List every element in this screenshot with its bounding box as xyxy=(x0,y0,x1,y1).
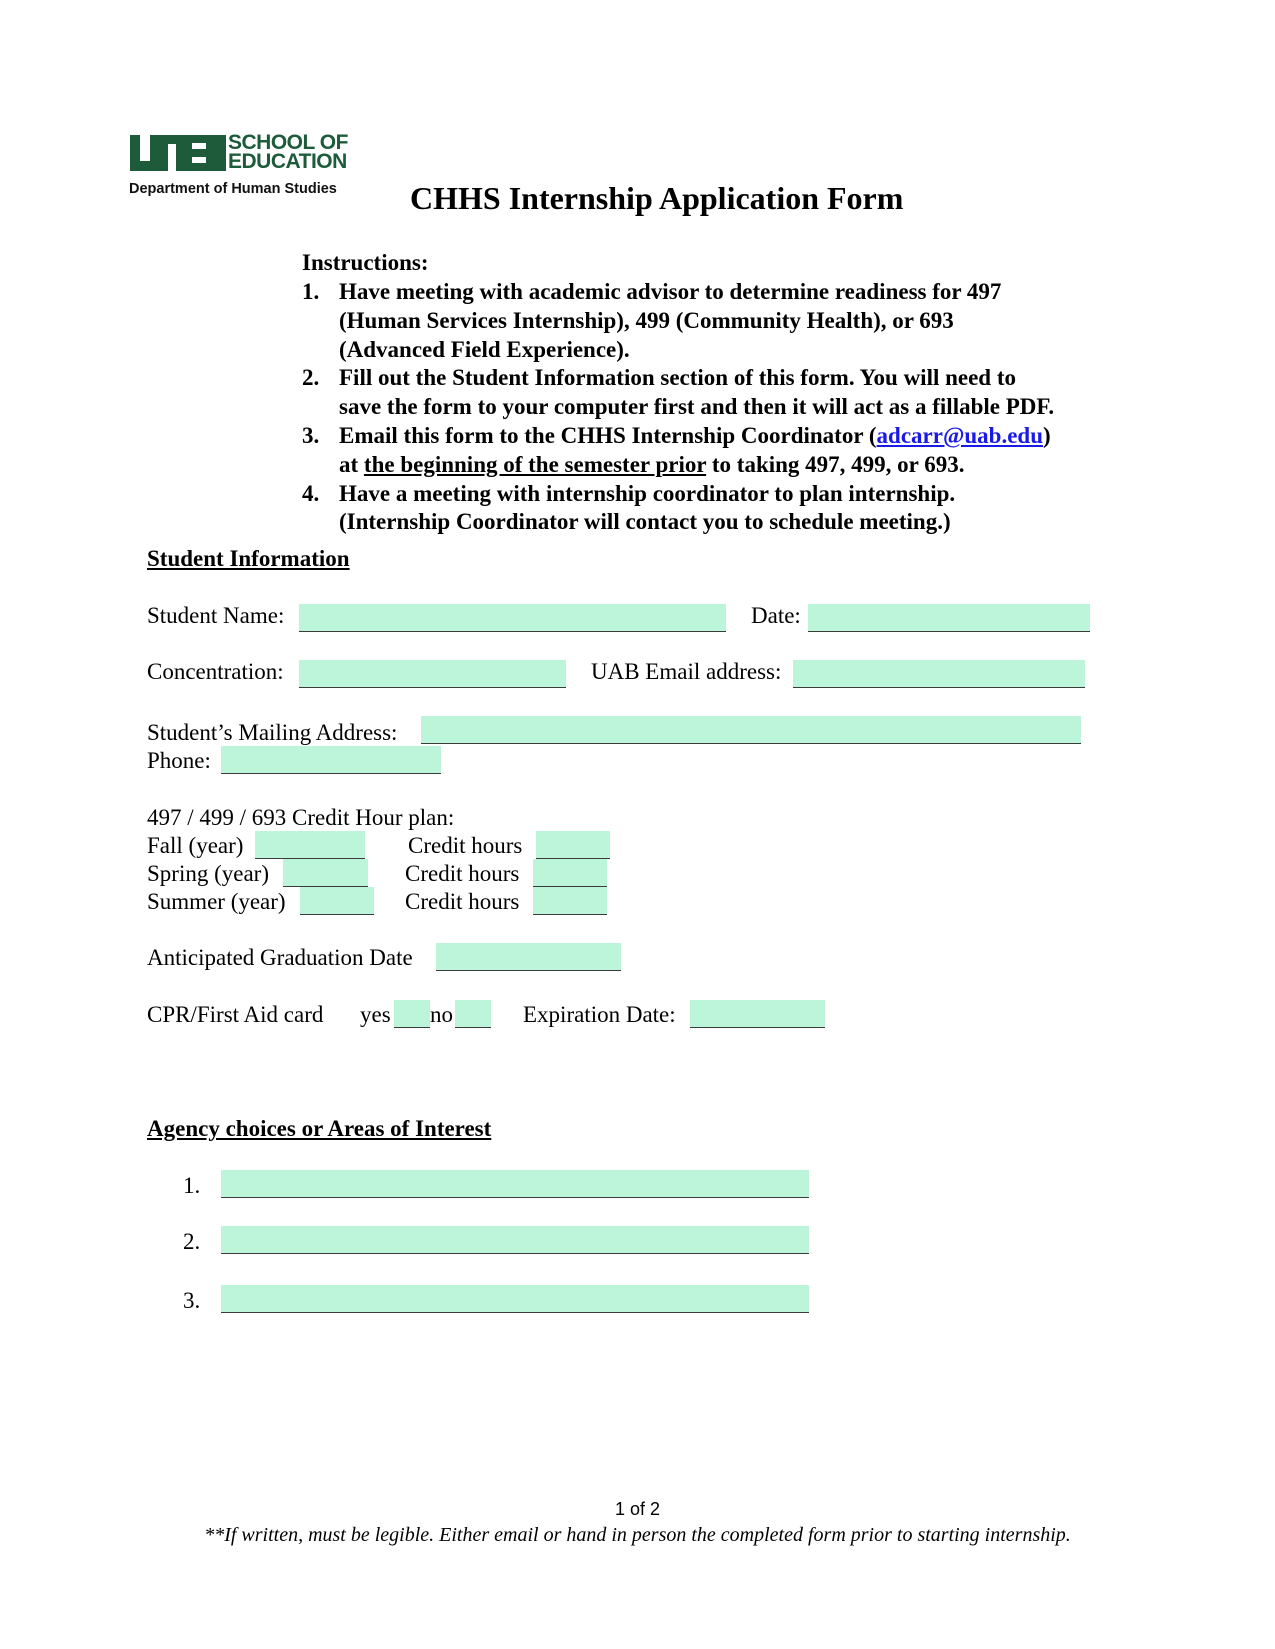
student-name-label: Student Name: xyxy=(147,603,285,628)
credit-plan-label: 497 / 499 / 693 Credit Hour plan: xyxy=(147,805,455,830)
coordinator-email-link[interactable]: adcarr@uab.edu xyxy=(876,422,1043,448)
instruction-item: 4. Have a meeting with internship coordinator to plan internship. (Internship Coordinator will contact you to schedule meeting.) xyxy=(302,480,956,535)
school-line2: EDUCATION xyxy=(228,150,347,173)
fall-credit-hours-input[interactable] xyxy=(536,831,610,859)
agency-choice-3-input[interactable] xyxy=(221,1285,809,1313)
summer-credit-hours-label: Credit hours xyxy=(405,889,520,914)
summer-year-label: Summer (year) xyxy=(147,889,286,914)
agency-choice-2-input[interactable] xyxy=(221,1226,809,1254)
instruction-item: 2. Fill out the Student Information section of this form. You will need to save the form to your computer first and then it will act as a fillable PDF. xyxy=(302,365,1055,420)
uab-email-label: UAB Email address: xyxy=(591,659,782,684)
summer-credit-hours-input[interactable] xyxy=(533,887,607,915)
concentration-label: Concentration: xyxy=(147,659,284,684)
cpr-no-label: no xyxy=(430,1002,453,1027)
fall-credit-hours-label: Credit hours xyxy=(408,833,523,858)
cpr-label: CPR/First Aid card xyxy=(147,1002,324,1027)
student-info-heading: Student Information xyxy=(147,546,350,571)
department-name: Department of Human Studies xyxy=(129,181,337,197)
cpr-yes-input[interactable] xyxy=(394,1000,430,1028)
expiration-date-label: Expiration Date: xyxy=(523,1002,676,1027)
cpr-yes-label: yes xyxy=(360,1002,391,1027)
spring-year-input[interactable] xyxy=(283,859,368,887)
expiration-date-input[interactable] xyxy=(690,1000,825,1028)
agency-choice-number: 2. xyxy=(183,1229,201,1254)
agency-choice-number: 3. xyxy=(183,1288,201,1313)
instruction-item: 1. Have meeting with academic advisor to determine readiness for 497 (Human Services Internship), 499 (Community Health), or 693 (Advanced Field Experience). xyxy=(302,279,1002,362)
page-number: 1 of 2 xyxy=(614,1499,661,1519)
fall-year-input[interactable] xyxy=(255,831,365,859)
instruction-item: 3. Email this form to the CHHS Internship Coordinator (adcarr@uab.edu) at the beginning of the semester prior to taking 497, 499, or 693. xyxy=(302,422,1051,477)
mailing-address-label: Student’s Mailing Address: xyxy=(147,720,398,745)
cpr-no-input[interactable] xyxy=(455,1000,491,1028)
concentration-input[interactable] xyxy=(299,660,566,688)
phone-input[interactable] xyxy=(221,746,441,774)
graduation-date-label: Anticipated Graduation Date xyxy=(147,945,413,970)
spring-credit-hours-label: Credit hours xyxy=(405,861,520,886)
mailing-address-input[interactable] xyxy=(421,716,1081,744)
page-title: CHHS Internship Application Form xyxy=(410,180,904,216)
agency-choice-1-input[interactable] xyxy=(221,1170,809,1198)
agency-choice-number: 1. xyxy=(183,1173,201,1198)
phone-label: Phone: xyxy=(147,748,211,773)
school-line1: SCHOOL OF xyxy=(228,131,348,154)
spring-credit-hours-input[interactable] xyxy=(533,859,607,887)
instructions-list xyxy=(302,278,1142,537)
instructions-heading: Instructions: xyxy=(302,250,429,275)
footer-note: **If written, must be legible. Either email or hand in person the completed form prior to starting internship. xyxy=(204,1524,1071,1546)
date-input[interactable] xyxy=(808,604,1090,632)
graduation-date-input[interactable] xyxy=(436,943,621,971)
summer-year-input[interactable] xyxy=(300,887,374,915)
uab-email-input[interactable] xyxy=(793,660,1085,688)
agency-heading: Agency choices or Areas of Interest xyxy=(147,1116,492,1141)
date-label: Date: xyxy=(751,603,801,628)
fall-year-label: Fall (year) xyxy=(147,833,244,858)
student-name-input[interactable] xyxy=(299,604,726,632)
uab-logo-icon xyxy=(130,135,226,171)
spring-year-label: Spring (year) xyxy=(147,861,269,886)
